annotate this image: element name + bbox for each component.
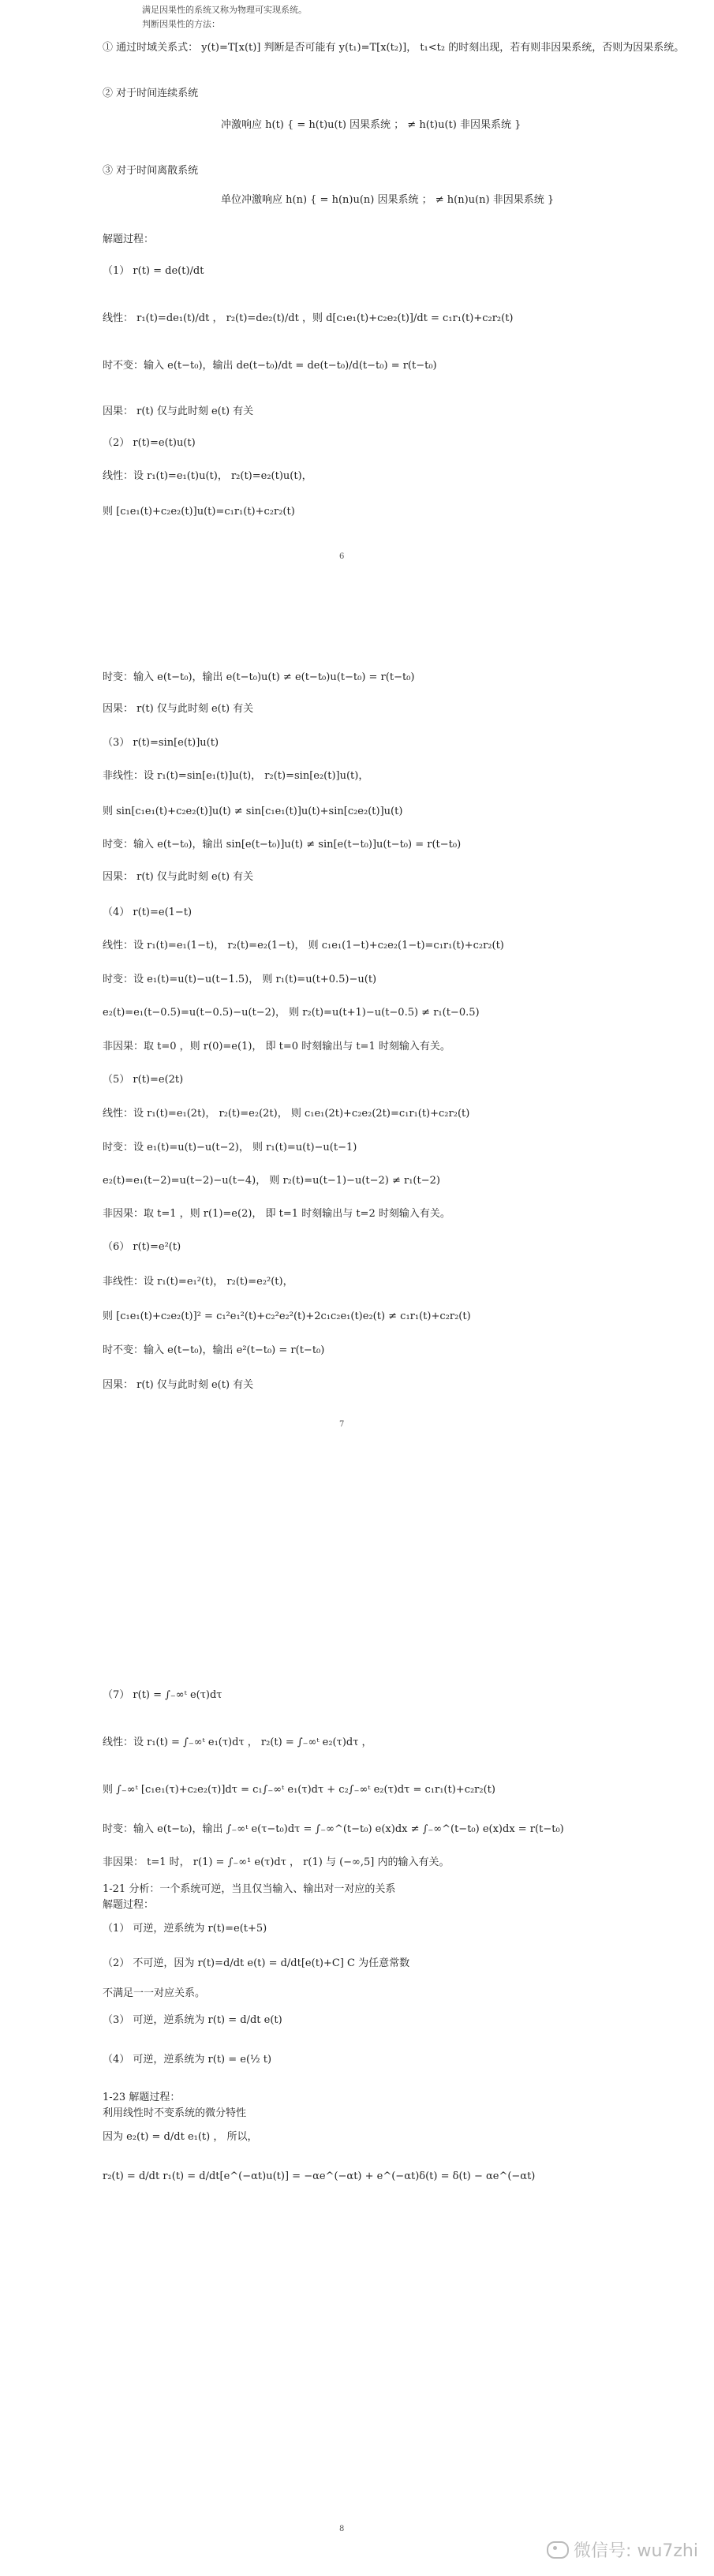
text-line: （5） r(t)=e(2t) bbox=[103, 1074, 184, 1086]
text-line: 则 [c₁e₁(t)+c₂e₂(t)]u(t)=c₁r₁(t)+c₂r₂(t) bbox=[103, 506, 295, 518]
text-line: （1） 可逆，逆系统为 r(t)=e(t+5) bbox=[103, 1923, 267, 1935]
text-line: 非因果：取 t=0 ，则 r(0)=e(1)， 即 t=0 时刻输出与 t=1 时刻输入有关。 bbox=[103, 1041, 450, 1052]
text-line: 线性：设 r₁(t) = ∫₋∞ᵗ e₁(τ)dτ ， r₂(t) = ∫₋∞ᵗ e₂(τ)dτ ， bbox=[103, 1737, 372, 1748]
text-line: ② 对于时间连续系统 bbox=[103, 88, 199, 99]
text-line: （6） r(t)=e²(t) bbox=[103, 1241, 181, 1253]
text-line: 解题过程： bbox=[103, 1899, 155, 1911]
text-line: 冲激响应 h(t) { = h(t)u(t) 因果系统 ； ≠ h(t)u(t) 非因果系统 } bbox=[221, 119, 521, 131]
text-line: 线性： r₁(t)=de₁(t)/dt ， r₂(t)=de₂(t)/dt ，则 d[c₁e₁(t)+c₂e₂(t)]/dt = c₁r₁(t)+c₂r₂(t) bbox=[103, 312, 514, 324]
text-line: 非因果： t=1 时， r(1) = ∫₋∞¹ e(τ)dτ ， r(1) 与 (−∞,5] 内的输入有关。 bbox=[103, 1856, 450, 1868]
text-line: 时变：输入 e(t−t₀)，输出 ∫₋∞ᵗ e(τ−t₀)dτ = ∫₋∞^(t−t₀) e(x)dx ≠ ∫₋∞^(t−t₀) e(x)dx = r(t−t₀) bbox=[103, 1823, 564, 1835]
text-line: 非因果：取 t=1 ，则 r(1)=e(2)， 即 t=1 时刻输出与 t=2 时刻输入有关。 bbox=[103, 1208, 450, 1220]
text-line: 1-23 解题过程： bbox=[103, 2092, 181, 2103]
text-line: e₂(t)=e₁(t−0.5)=u(t−0.5)−u(t−2)， 则 r₂(t)=u(t+1)−u(t−0.5) ≠ r₁(t−0.5) bbox=[103, 1007, 480, 1019]
page-number: 8 bbox=[339, 2525, 345, 2533]
page-7 bbox=[0, 671, 714, 1538]
page-6 bbox=[0, 0, 714, 600]
text-line: 不满足一一对应关系。 bbox=[103, 1987, 206, 1999]
text-line: ③ 对于时间离散系统 bbox=[103, 165, 199, 177]
wechat-icon bbox=[547, 2541, 569, 2559]
text-line: （2） 不可逆，因为 r(t)=d/dt e(t) = d/dt[e(t)+C] C 为任意常数 bbox=[103, 1957, 410, 1969]
page-number: 7 bbox=[339, 1420, 345, 1429]
text-line: 1-21 分析：一个系统可逆，当且仅当输入、输出对一对应的关系 bbox=[103, 1883, 396, 1895]
text-line: （2） r(t)=e(t)u(t) bbox=[103, 437, 196, 449]
text-line: 时变：设 e₁(t)=u(t)−u(t−1.5)， 则 r₁(t)=u(t+0.5)−u(t) bbox=[103, 974, 377, 985]
page-8 bbox=[0, 1673, 714, 2576]
page-number: 6 bbox=[339, 552, 345, 561]
text-line: 因为 e₂(t) = d/dt e₁(t) ， 所以， bbox=[103, 2131, 258, 2143]
text-line: 满足因果性的系统又称为物理可实现系统。 bbox=[142, 5, 307, 15]
text-line: （4） 可逆，逆系统为 r(t) = e(½ t) bbox=[103, 2054, 272, 2066]
text-line: ① 通过时域关系式： y(t)=T[x(t)] 判断是否可能有 y(t₁)=T[x(t₂)]， t₁<t₂ 的时刻出现，若有则非因果系统，否则为因果系统。 bbox=[103, 42, 685, 54]
text-line: 因果： r(t) 仅与此时刻 e(t) 有关 bbox=[103, 406, 254, 417]
text-line: r₂(t) = d/dt r₁(t) = d/dt[e^(−αt)u(t)] = −αe^(−αt) + e^(−αt)δ(t) = δ(t) − αe^(−αt) bbox=[103, 2170, 536, 2182]
text-line: 因果： r(t) 仅与此时刻 e(t) 有关 bbox=[103, 871, 254, 883]
text-line: 单位冲激响应 h(n) { = h(n)u(n) 因果系统 ； ≠ h(n)u(n) 非因果系统 } bbox=[221, 194, 555, 206]
text-line: e₂(t)=e₁(t−2)=u(t−2)−u(t−4)， 则 r₂(t)=u(t−1)−u(t−2) ≠ r₁(t−2) bbox=[103, 1175, 440, 1187]
text-line: （4） r(t)=e(1−t) bbox=[103, 907, 193, 918]
text-line: 非线性：设 r₁(t)=sin[e₁(t)]u(t)， r₂(t)=sin[e₂(t)]u(t)， bbox=[103, 770, 369, 782]
text-line: （3） r(t)=sin[e(t)]u(t) bbox=[103, 737, 219, 749]
text-line: 时变：输入 e(t−t₀)，输出 e(t−t₀)u(t) ≠ e(t−t₀)u(t−t₀) = r(t−t₀) bbox=[103, 671, 415, 683]
text-line: 因果： r(t) 仅与此时刻 e(t) 有关 bbox=[103, 1379, 254, 1391]
text-line: 判断因果性的方法： bbox=[142, 19, 220, 29]
text-line: 时不变：输入 e(t−t₀)，输出 e²(t−t₀) = r(t−t₀) bbox=[103, 1344, 325, 1356]
watermark-text: 微信号: wu7zhi bbox=[574, 2541, 698, 2561]
text-line: 则 ∫₋∞ᵗ [c₁e₁(τ)+c₂e₂(τ)]dτ = c₁∫₋∞ᵗ e₁(τ)dτ + c₂∫₋∞ᵗ e₂(τ)dτ = c₁r₁(t)+c₂r₂(t) bbox=[103, 1784, 495, 1796]
text-line: 因果： r(t) 仅与此时刻 e(t) 有关 bbox=[103, 703, 254, 715]
text-line: 则 [c₁e₁(t)+c₂e₂(t)]² = c₁²e₁²(t)+c₂²e₂²(t)+2c₁c₂e₁(t)e₂(t) ≠ c₁r₁(t)+c₂r₂(t) bbox=[103, 1310, 471, 1322]
text-line: 线性：设 r₁(t)=e₁(1−t)， r₂(t)=e₂(1−t)， 则 c₁e₁(1−t)+c₂e₂(1−t)=c₁r₁(t)+c₂r₂(t) bbox=[103, 940, 504, 952]
text-line: （1） r(t) = de(t)/dt bbox=[103, 265, 204, 277]
text-line: （3） 可逆，逆系统为 r(t) = d/dt e(t) bbox=[103, 2014, 282, 2026]
text-line: 解题过程： bbox=[103, 234, 155, 245]
watermark bbox=[547, 2537, 698, 2562]
text-line: 时变：设 e₁(t)=u(t)−u(t−2)， 则 r₁(t)=u(t)−u(t−1) bbox=[103, 1142, 357, 1153]
text-line: 非线性：设 r₁(t)=e₁²(t)， r₂(t)=e₂²(t)， bbox=[103, 1276, 293, 1288]
text-line: 利用线性时不变系统的微分特性 bbox=[103, 2107, 247, 2119]
text-line: 时变：输入 e(t−t₀)，输出 sin[e(t−t₀)]u(t) ≠ sin[e(t−t₀)]u(t−t₀) = r(t−t₀) bbox=[103, 839, 462, 851]
text-line: （7） r(t) = ∫₋∞ᵗ e(τ)dτ bbox=[103, 1689, 222, 1701]
text-line: 则 sin[c₁e₁(t)+c₂e₂(t)]u(t) ≠ sin[c₁e₁(t)]u(t)+sin[c₂e₂(t)]u(t) bbox=[103, 806, 403, 817]
text-line: 线性：设 r₁(t)=e₁(2t)， r₂(t)=e₂(2t)， 则 c₁e₁(2t)+c₂e₂(2t)=c₁r₁(t)+c₂r₂(t) bbox=[103, 1108, 470, 1120]
text-line: 时不变：输入 e(t−t₀)，输出 de(t−t₀)/dt = de(t−t₀)/d(t−t₀) = r(t−t₀) bbox=[103, 360, 437, 372]
text-line: 线性：设 r₁(t)=e₁(t)u(t)， r₂(t)=e₂(t)u(t)， bbox=[103, 470, 312, 482]
